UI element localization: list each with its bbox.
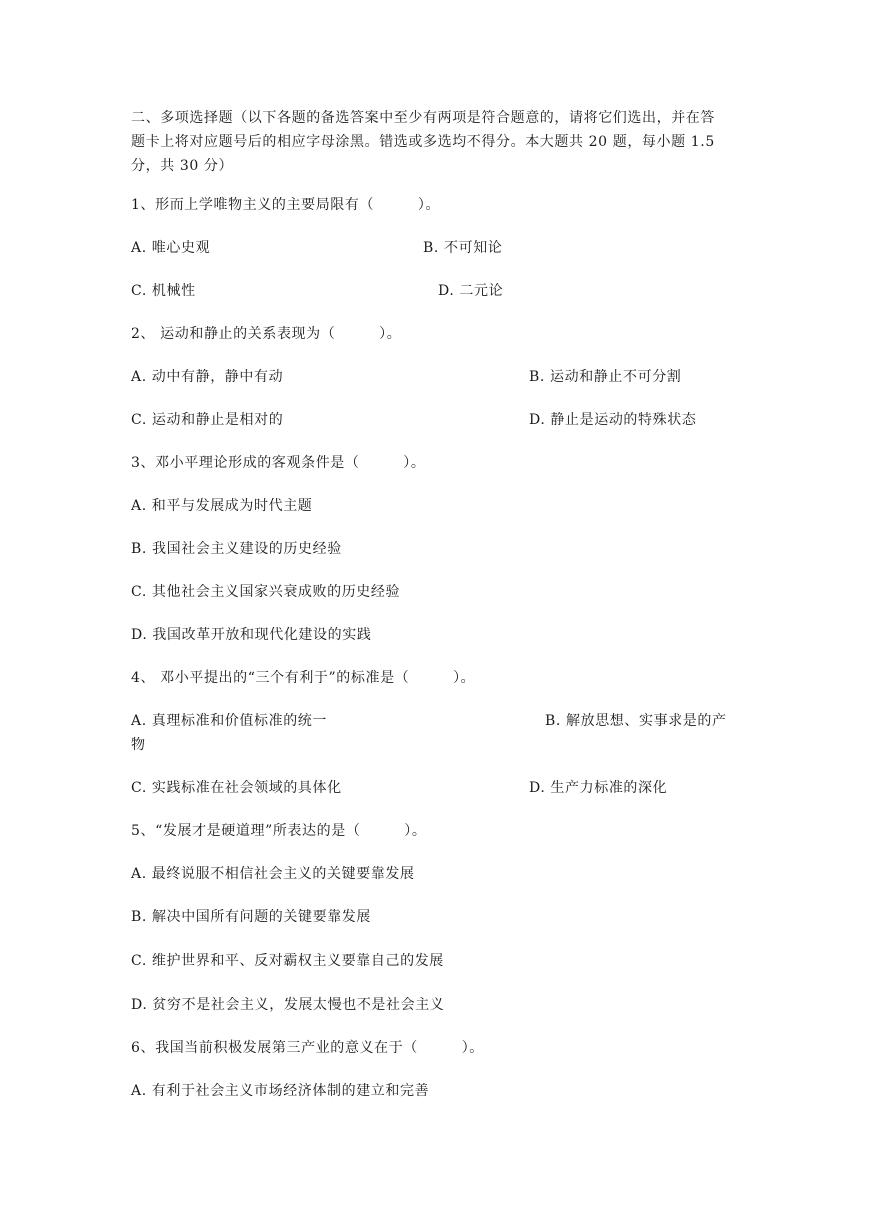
question-4-option-a: A. 真理标准和价值标准的统一 — [131, 713, 328, 729]
intro-line: 二、多项选择题（以下各题的备选答案中至少有两项是符合题意的，请将它们选出，并在答 — [131, 110, 715, 126]
intro-line: 题卡上将对应题号后的相应字母涂黑。错选或多选均不得分。本大题共 20 题，每小题 1.5 — [131, 134, 715, 150]
question-5-option-c: C. 维护世界和平、反对霸权主义要靠自己的发展 — [131, 953, 444, 969]
question-1-option-c: C. 机械性 — [131, 283, 196, 299]
question-4-option-d: D. 生产力标准的深化 — [529, 780, 668, 796]
question-3-option-d: D. 我国改革开放和现代化建设的实践 — [131, 627, 372, 643]
question-2-option-b: B. 运动和静止不可分割 — [529, 369, 682, 385]
question-5-option-b: B. 解决中国所有问题的关键要靠发展 — [131, 909, 371, 925]
question-4-option-b-wrap: 物 — [131, 737, 146, 753]
section-intro — [131, 106, 743, 178]
question-1-stem: 1、形而上学唯物主义的主要局限有（ ）。 — [131, 197, 441, 213]
question-2-option-a: A. 动中有静，静中有动 — [131, 369, 284, 385]
question-6-option-a: A. 有利于社会主义市场经济体制的建立和完善 — [131, 1083, 430, 1099]
question-3-option-a: A. 和平与发展成为时代主题 — [131, 498, 313, 514]
question-1-option-b: B. 不可知论 — [423, 240, 503, 256]
question-3-option-b: B. 我国社会主义建设的历史经验 — [131, 541, 342, 557]
question-1-option-d: D. 二元论 — [438, 283, 504, 299]
intro-line: 分，共 30 分） — [131, 158, 234, 174]
question-1-option-a: A. 唯心史观 — [131, 240, 211, 256]
question-3-stem: 3、邓小平理论形成的客观条件是（ ）。 — [131, 455, 426, 471]
question-5-option-d: D. 贫穷不是社会主义，发展太慢也不是社会主义 — [131, 997, 445, 1013]
question-3-option-c: C. 其他社会主义国家兴衰成败的历史经验 — [131, 584, 401, 600]
question-4-option-b: B. 解放思想、实事求是的产 — [545, 713, 727, 729]
question-6-stem: 6、我国当前积极发展第三产业的意义在于（ ）。 — [131, 1040, 484, 1056]
question-5-stem: 5、“发展才是硬道理”所表达的是（ ）。 — [131, 823, 427, 839]
question-2-option-c: C. 运动和静止是相对的 — [131, 412, 284, 428]
question-4-option-c: C. 实践标准在社会领域的具体化 — [131, 780, 342, 796]
question-2-option-d: D. 静止是运动的特殊状态 — [529, 412, 697, 428]
question-4-stem: 4、 邓小平提出的“三个有利于”的标准是（ ）。 — [131, 670, 476, 686]
question-5-option-a: A. 最终说服不相信社会主义的关键要靠发展 — [131, 866, 415, 882]
question-2-stem: 2、 运动和静止的关系表现为（ ）。 — [131, 326, 402, 342]
